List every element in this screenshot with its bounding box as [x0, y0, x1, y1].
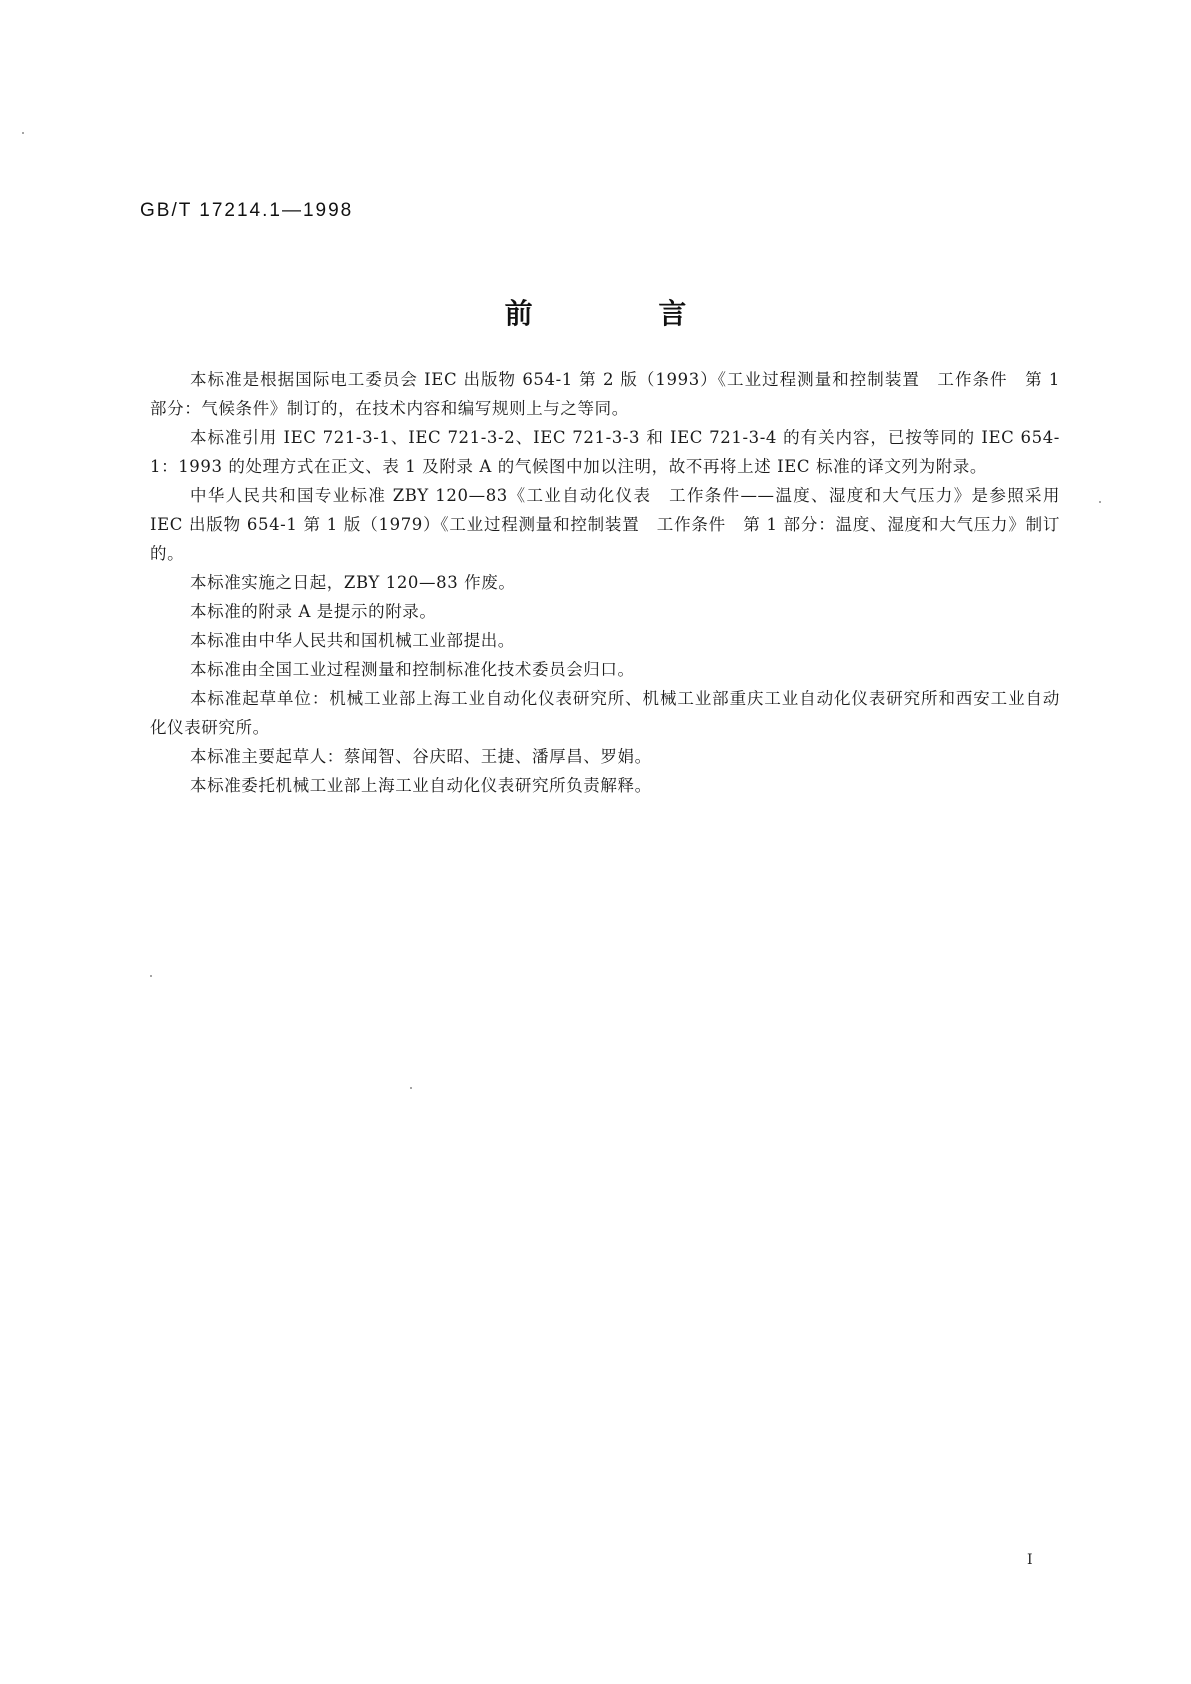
paragraph: 本标准由中华人民共和国机械工业部提出。: [190, 631, 515, 650]
paragraph: 本标准的附录 A 是提示的附录。: [190, 602, 437, 621]
paragraph: 本标准委托机械工业部上海工业自动化仪表研究所负责解释。: [190, 776, 652, 795]
foreword-body: [150, 365, 1060, 800]
scan-speck: [410, 1087, 412, 1089]
scan-speck: [22, 132, 24, 134]
scan-speck: [1099, 501, 1101, 503]
scan-speck: [150, 975, 152, 977]
paragraph: 中华人民共和国专业标准 ZBY 120—83《工业自动化仪表 工作条件——温度、湿度和大气压力》是参照采用 IEC 出版物 654-1 第 1 版（1979）《工业过程测量和控制装置 工作条件 第 1 部分：温度、湿度和大气压力》制订的。: [150, 486, 1060, 563]
standard-code: GB/T 17214.1—1998: [140, 200, 354, 221]
paragraph: 本标准主要起草人：蔡闻智、谷庆昭、王捷、潘厚昌、罗娟。: [190, 747, 652, 766]
paragraph: 本标准起草单位：机械工业部上海工业自动化仪表研究所、机械工业部重庆工业自动化仪表研究所和西安工业自动化仪表研究所。: [150, 689, 1060, 737]
paragraph: 本标准由全国工业过程测量和控制标准化技术委员会归口。: [190, 660, 635, 679]
paragraph: 本标准引用 IEC 721-3-1、IEC 721-3-2、IEC 721-3-3 和 IEC 721-3-4 的有关内容，已按等同的 IEC 654-1：1993 的处理方式在正文、表 1 及附录 A 的气候图中加以注明，故不再将上述 IEC 标准的译文列为附录。: [150, 428, 1060, 476]
paragraph: 本标准是根据国际电工委员会 IEC 出版物 654-1 第 2 版（1993）《工业过程测量和控制装置 工作条件 第 1 部分：气候条件》制订的，在技术内容和编写规则上与之等同。: [150, 370, 1060, 418]
page-number: I: [1027, 1552, 1033, 1568]
paragraph: 本标准实施之日起，ZBY 120—83 作废。: [190, 573, 516, 592]
page-title: 前 言: [504, 297, 745, 330]
